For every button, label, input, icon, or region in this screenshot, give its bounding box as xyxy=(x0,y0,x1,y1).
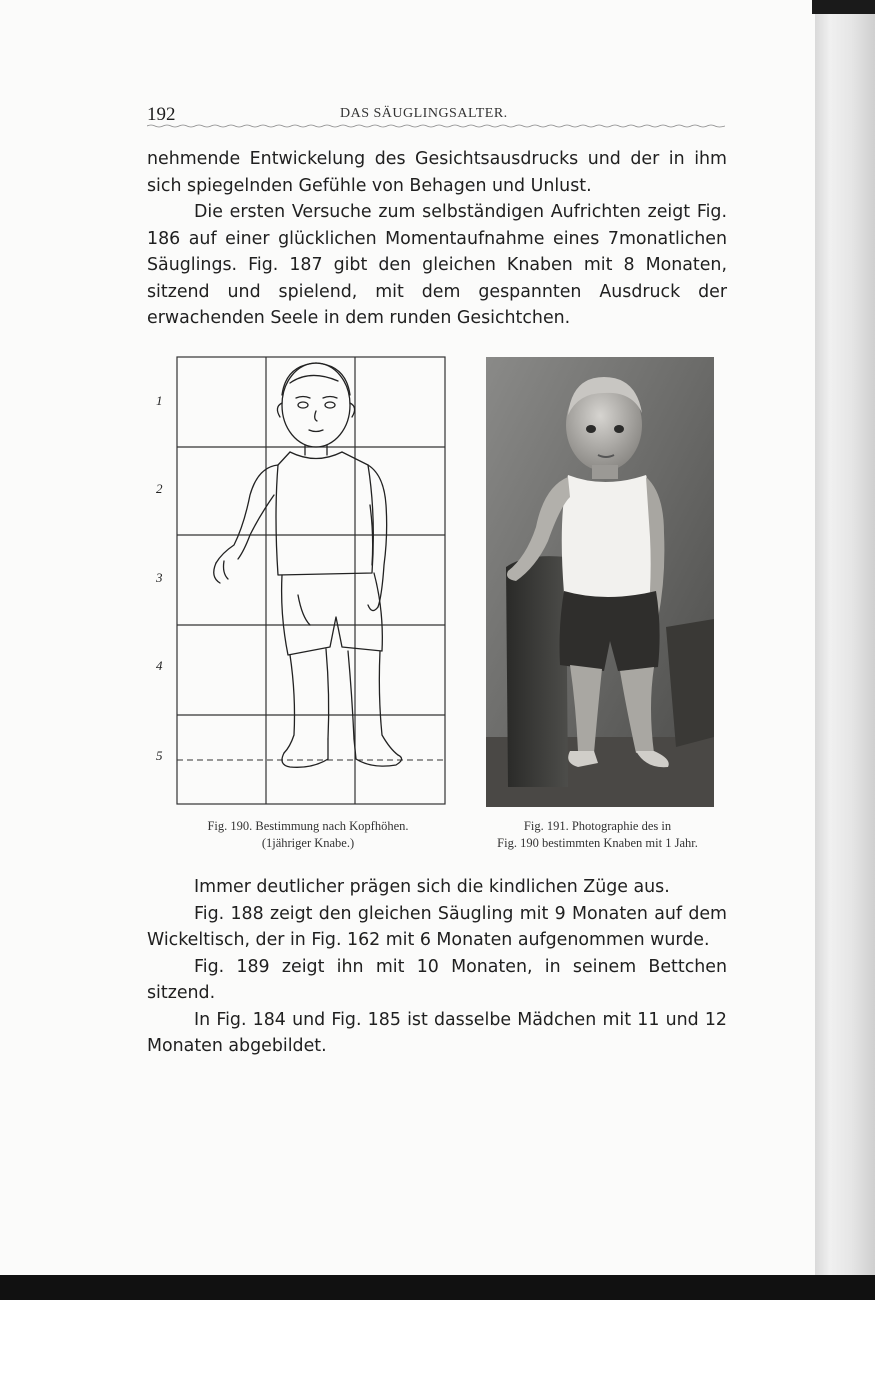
footer-strip xyxy=(0,1300,875,1390)
row-number: 4 xyxy=(156,658,163,673)
text-block-top xyxy=(147,146,727,332)
figure-191-photograph xyxy=(486,357,714,807)
running-title: DAS SÄUGLINGSALTER. xyxy=(340,106,508,121)
row-number: 5 xyxy=(156,748,163,763)
paragraph: Die ersten Versuche zum selbständigen Aufrichten zeigt Fig. 186 auf einer glücklichen Momentaufnahme eines 7monatlichen Säuglings. Fig. 187 gibt den gleichen Knaben mit 8 Monaten, sitzend und spielend, mit dem gespannten Ausdruck der erwachenden Seele in dem runden Gesichtchen. xyxy=(147,202,727,328)
figure-190-caption xyxy=(168,818,448,852)
page-number: 192 xyxy=(147,104,176,125)
header-rule xyxy=(147,124,725,128)
child-line-drawing xyxy=(214,363,402,767)
figure-191-caption xyxy=(455,818,740,852)
text-block-bottom xyxy=(147,874,727,1060)
scan-corner xyxy=(812,0,875,14)
child-vest xyxy=(562,475,655,598)
row-number: 1 xyxy=(156,393,163,408)
page-edge xyxy=(815,0,875,1275)
paragraph: Fig. 189 zeigt ihn mit 10 Monaten, in seinem Bettchen sitzend. xyxy=(147,956,727,1003)
caption-line: Fig. 191. Photographie des in xyxy=(523,819,672,833)
paragraph: In Fig. 184 und Fig. 185 ist dasselbe Mädchen mit 11 und 12 Monaten abgebildet. xyxy=(147,1009,727,1056)
caption-line: Fig. 190 bestimmten Knaben mit 1 Jahr. xyxy=(497,836,698,850)
figure-190-drawing xyxy=(150,355,450,810)
caption-line: (1jähriger Knabe.) xyxy=(261,836,355,850)
caption-line: Fig. 190. Bestimmung nach Kopfhöhen. xyxy=(207,819,409,833)
paragraph: Immer deutlicher prägen sich die kindlichen Züge aus. xyxy=(194,877,670,897)
row-number: 2 xyxy=(156,481,163,496)
paragraph: nehmende Entwickelung des Gesichtsausdrucks und der in ihm sich spiegelnden Gefühle von Behagen und Unlust. xyxy=(147,149,727,196)
row-numbers xyxy=(155,393,163,763)
paragraph: Fig. 188 zeigt den gleichen Säugling mit 9 Monaten auf dem Wickeltisch, der in Fig. 162 mit 6 Monaten aufgenommen wurde. xyxy=(147,903,727,950)
chair xyxy=(506,556,568,787)
row-number: 3 xyxy=(156,570,163,585)
scan-bottom-band xyxy=(0,1275,875,1300)
